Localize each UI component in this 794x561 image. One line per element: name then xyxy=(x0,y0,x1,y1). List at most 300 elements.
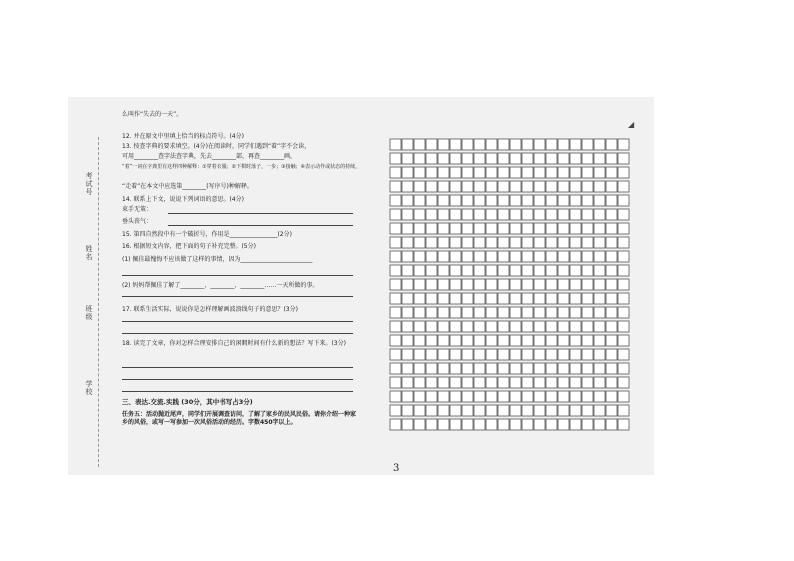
grid-cell[interactable] xyxy=(414,139,425,150)
grid-cell[interactable] xyxy=(438,195,449,206)
grid-cell[interactable] xyxy=(594,391,605,402)
grid-cell[interactable] xyxy=(522,223,533,234)
grid-cell[interactable] xyxy=(534,293,545,304)
grid-cell[interactable] xyxy=(474,377,485,388)
answer-line[interactable] xyxy=(168,213,353,214)
grid-cell[interactable] xyxy=(534,377,545,388)
grid-cell[interactable] xyxy=(486,265,497,276)
grid-cell[interactable] xyxy=(594,265,605,276)
grid-cell[interactable] xyxy=(522,251,533,262)
grid-cell[interactable] xyxy=(498,335,509,346)
grid-cell[interactable] xyxy=(606,405,617,416)
grid-cell[interactable] xyxy=(486,349,497,360)
grid-cell[interactable] xyxy=(414,251,425,262)
grid-cell[interactable] xyxy=(558,209,569,220)
grid-cell[interactable] xyxy=(558,153,569,164)
grid-cell[interactable] xyxy=(438,237,449,248)
grid-cell[interactable] xyxy=(390,209,401,220)
answer-line[interactable] xyxy=(122,321,353,322)
grid-cell[interactable] xyxy=(450,223,461,234)
grid-cell[interactable] xyxy=(570,391,581,402)
grid-cell[interactable] xyxy=(522,419,533,430)
grid-cell[interactable] xyxy=(546,391,557,402)
grid-cell[interactable] xyxy=(522,279,533,290)
grid-cell[interactable] xyxy=(438,377,449,388)
grid-cell[interactable] xyxy=(546,251,557,262)
grid-cell[interactable] xyxy=(438,307,449,318)
grid-cell[interactable] xyxy=(510,223,521,234)
grid-cell[interactable] xyxy=(570,419,581,430)
grid-cell[interactable] xyxy=(618,153,629,164)
grid-cell[interactable] xyxy=(486,167,497,178)
grid-cell[interactable] xyxy=(438,279,449,290)
grid-cell[interactable] xyxy=(426,153,437,164)
grid-cell[interactable] xyxy=(414,293,425,304)
grid-cell[interactable] xyxy=(462,349,473,360)
grid-cell[interactable] xyxy=(558,419,569,430)
grid-cell[interactable] xyxy=(498,251,509,262)
grid-cell[interactable] xyxy=(546,321,557,332)
grid-cell[interactable] xyxy=(486,223,497,234)
grid-cell[interactable] xyxy=(402,209,413,220)
grid-cell[interactable] xyxy=(414,167,425,178)
grid-cell[interactable] xyxy=(570,307,581,318)
grid-cell[interactable] xyxy=(450,265,461,276)
grid-cell[interactable] xyxy=(618,405,629,416)
grid-cell[interactable] xyxy=(570,251,581,262)
answer-line[interactable] xyxy=(122,333,353,334)
grid-cell[interactable] xyxy=(438,251,449,262)
grid-cell[interactable] xyxy=(414,153,425,164)
grid-cell[interactable] xyxy=(534,321,545,332)
grid-cell[interactable] xyxy=(498,405,509,416)
grid-cell[interactable] xyxy=(462,335,473,346)
grid-cell[interactable] xyxy=(570,405,581,416)
grid-cell[interactable] xyxy=(582,223,593,234)
grid-cell[interactable] xyxy=(486,321,497,332)
grid-cell[interactable] xyxy=(534,223,545,234)
grid-cell[interactable] xyxy=(462,209,473,220)
grid-cell[interactable] xyxy=(522,167,533,178)
grid-cell[interactable] xyxy=(618,391,629,402)
grid-cell[interactable] xyxy=(402,405,413,416)
grid-cell[interactable] xyxy=(510,279,521,290)
grid-cell[interactable] xyxy=(498,293,509,304)
grid-cell[interactable] xyxy=(618,377,629,388)
grid-cell[interactable] xyxy=(606,307,617,318)
grid-cell[interactable] xyxy=(426,335,437,346)
grid-cell[interactable] xyxy=(426,195,437,206)
grid-cell[interactable] xyxy=(546,293,557,304)
grid-cell[interactable] xyxy=(390,419,401,430)
grid-cell[interactable] xyxy=(606,265,617,276)
grid-cell[interactable] xyxy=(438,209,449,220)
grid-cell[interactable] xyxy=(606,167,617,178)
grid-cell[interactable] xyxy=(534,265,545,276)
grid-cell[interactable] xyxy=(582,181,593,192)
grid-cell[interactable] xyxy=(474,321,485,332)
composition-grid[interactable] xyxy=(388,137,633,432)
grid-cell[interactable] xyxy=(426,209,437,220)
grid-cell[interactable] xyxy=(570,153,581,164)
grid-cell[interactable] xyxy=(594,349,605,360)
grid-cell[interactable] xyxy=(438,181,449,192)
grid-cell[interactable] xyxy=(522,335,533,346)
grid-cell[interactable] xyxy=(462,237,473,248)
grid-cell[interactable] xyxy=(426,223,437,234)
grid-cell[interactable] xyxy=(390,265,401,276)
grid-cell[interactable] xyxy=(558,293,569,304)
grid-cell[interactable] xyxy=(606,223,617,234)
grid-cell[interactable] xyxy=(426,237,437,248)
answer-line[interactable] xyxy=(122,275,353,276)
grid-cell[interactable] xyxy=(582,195,593,206)
grid-cell[interactable] xyxy=(510,377,521,388)
grid-cell[interactable] xyxy=(510,391,521,402)
grid-cell[interactable] xyxy=(570,321,581,332)
grid-cell[interactable] xyxy=(414,279,425,290)
grid-cell[interactable] xyxy=(402,349,413,360)
grid-cell[interactable] xyxy=(510,181,521,192)
grid-cell[interactable] xyxy=(462,139,473,150)
grid-cell[interactable] xyxy=(558,349,569,360)
grid-cell[interactable] xyxy=(462,167,473,178)
grid-cell[interactable] xyxy=(618,321,629,332)
grid-cell[interactable] xyxy=(606,209,617,220)
grid-cell[interactable] xyxy=(390,321,401,332)
grid-cell[interactable] xyxy=(390,139,401,150)
grid-cell[interactable] xyxy=(570,349,581,360)
grid-cell[interactable] xyxy=(558,251,569,262)
grid-cell[interactable] xyxy=(450,293,461,304)
grid-cell[interactable] xyxy=(462,363,473,374)
grid-cell[interactable] xyxy=(606,195,617,206)
grid-cell[interactable] xyxy=(522,307,533,318)
grid-cell[interactable] xyxy=(450,251,461,262)
grid-cell[interactable] xyxy=(390,223,401,234)
grid-cell[interactable] xyxy=(486,195,497,206)
grid-cell[interactable] xyxy=(450,153,461,164)
grid-cell[interactable] xyxy=(546,377,557,388)
grid-cell[interactable] xyxy=(402,307,413,318)
grid-cell[interactable] xyxy=(462,223,473,234)
grid-cell[interactable] xyxy=(450,335,461,346)
grid-cell[interactable] xyxy=(558,335,569,346)
grid-cell[interactable] xyxy=(582,363,593,374)
grid-cell[interactable] xyxy=(594,293,605,304)
grid-cell[interactable] xyxy=(582,139,593,150)
grid-cell[interactable] xyxy=(390,251,401,262)
grid-cell[interactable] xyxy=(594,335,605,346)
grid-cell[interactable] xyxy=(462,391,473,402)
grid-cell[interactable] xyxy=(498,321,509,332)
grid-cell[interactable] xyxy=(438,405,449,416)
grid-cell[interactable] xyxy=(486,251,497,262)
grid-cell[interactable] xyxy=(402,363,413,374)
grid-cell[interactable] xyxy=(402,139,413,150)
grid-cell[interactable] xyxy=(546,181,557,192)
grid-cell[interactable] xyxy=(402,391,413,402)
grid-cell[interactable] xyxy=(594,419,605,430)
grid-cell[interactable] xyxy=(486,153,497,164)
grid-cell[interactable] xyxy=(558,139,569,150)
grid-cell[interactable] xyxy=(462,195,473,206)
grid-cell[interactable] xyxy=(390,349,401,360)
grid-cell[interactable] xyxy=(582,349,593,360)
grid-cell[interactable] xyxy=(402,279,413,290)
grid-cell[interactable] xyxy=(546,237,557,248)
grid-cell[interactable] xyxy=(510,153,521,164)
grid-cell[interactable] xyxy=(510,139,521,150)
grid-cell[interactable] xyxy=(534,167,545,178)
grid-cell[interactable] xyxy=(402,237,413,248)
grid-cell[interactable] xyxy=(582,209,593,220)
grid-cell[interactable] xyxy=(462,293,473,304)
grid-cell[interactable] xyxy=(522,181,533,192)
grid-cell[interactable] xyxy=(510,251,521,262)
grid-cell[interactable] xyxy=(450,419,461,430)
grid-cell[interactable] xyxy=(546,153,557,164)
grid-cell[interactable] xyxy=(426,251,437,262)
grid-cell[interactable] xyxy=(534,419,545,430)
grid-cell[interactable] xyxy=(498,139,509,150)
grid-cell[interactable] xyxy=(606,139,617,150)
grid-cell[interactable] xyxy=(390,307,401,318)
grid-cell[interactable] xyxy=(486,307,497,318)
grid-cell[interactable] xyxy=(402,251,413,262)
grid-cell[interactable] xyxy=(618,349,629,360)
grid-cell[interactable] xyxy=(426,349,437,360)
grid-cell[interactable] xyxy=(486,181,497,192)
grid-cell[interactable] xyxy=(426,321,437,332)
grid-cell[interactable] xyxy=(546,139,557,150)
grid-cell[interactable] xyxy=(558,321,569,332)
grid-cell[interactable] xyxy=(426,307,437,318)
grid-cell[interactable] xyxy=(450,167,461,178)
grid-cell[interactable] xyxy=(450,181,461,192)
grid-cell[interactable] xyxy=(474,293,485,304)
grid-cell[interactable] xyxy=(594,181,605,192)
grid-cell[interactable] xyxy=(414,363,425,374)
grid-cell[interactable] xyxy=(414,335,425,346)
grid-cell[interactable] xyxy=(486,209,497,220)
grid-cell[interactable] xyxy=(426,377,437,388)
grid-cell[interactable] xyxy=(522,209,533,220)
grid-cell[interactable] xyxy=(426,391,437,402)
grid-cell[interactable] xyxy=(618,209,629,220)
grid-cell[interactable] xyxy=(534,251,545,262)
grid-cell[interactable] xyxy=(438,265,449,276)
grid-cell[interactable] xyxy=(522,391,533,402)
grid-cell[interactable] xyxy=(474,237,485,248)
grid-cell[interactable] xyxy=(594,377,605,388)
grid-cell[interactable] xyxy=(618,237,629,248)
grid-cell[interactable] xyxy=(594,251,605,262)
grid-cell[interactable] xyxy=(618,167,629,178)
grid-cell[interactable] xyxy=(582,237,593,248)
grid-cell[interactable] xyxy=(486,139,497,150)
grid-cell[interactable] xyxy=(606,251,617,262)
grid-cell[interactable] xyxy=(510,195,521,206)
grid-cell[interactable] xyxy=(546,279,557,290)
grid-cell[interactable] xyxy=(426,139,437,150)
grid-cell[interactable] xyxy=(390,377,401,388)
grid-cell[interactable] xyxy=(474,209,485,220)
grid-cell[interactable] xyxy=(534,237,545,248)
grid-cell[interactable] xyxy=(510,419,521,430)
grid-cell[interactable] xyxy=(450,405,461,416)
grid-cell[interactable] xyxy=(606,181,617,192)
grid-cell[interactable] xyxy=(582,153,593,164)
grid-cell[interactable] xyxy=(414,195,425,206)
grid-cell[interactable] xyxy=(546,167,557,178)
grid-cell[interactable] xyxy=(486,377,497,388)
grid-cell[interactable] xyxy=(570,265,581,276)
grid-cell[interactable] xyxy=(570,181,581,192)
grid-cell[interactable] xyxy=(606,153,617,164)
answer-line[interactable] xyxy=(122,296,353,297)
grid-cell[interactable] xyxy=(618,307,629,318)
grid-cell[interactable] xyxy=(474,223,485,234)
grid-cell[interactable] xyxy=(414,223,425,234)
grid-cell[interactable] xyxy=(582,405,593,416)
grid-cell[interactable] xyxy=(582,251,593,262)
grid-cell[interactable] xyxy=(570,363,581,374)
grid-cell[interactable] xyxy=(414,419,425,430)
grid-cell[interactable] xyxy=(462,321,473,332)
grid-cell[interactable] xyxy=(546,349,557,360)
grid-cell[interactable] xyxy=(486,391,497,402)
grid-cell[interactable] xyxy=(450,391,461,402)
grid-cell[interactable] xyxy=(618,265,629,276)
grid-cell[interactable] xyxy=(510,363,521,374)
grid-cell[interactable] xyxy=(486,363,497,374)
grid-cell[interactable] xyxy=(438,153,449,164)
grid-cell[interactable] xyxy=(462,265,473,276)
grid-cell[interactable] xyxy=(486,293,497,304)
grid-cell[interactable] xyxy=(546,265,557,276)
grid-cell[interactable] xyxy=(438,223,449,234)
answer-line[interactable] xyxy=(122,379,353,380)
grid-cell[interactable] xyxy=(438,419,449,430)
grid-cell[interactable] xyxy=(474,363,485,374)
grid-cell[interactable] xyxy=(414,265,425,276)
grid-cell[interactable] xyxy=(498,307,509,318)
grid-cell[interactable] xyxy=(558,265,569,276)
grid-cell[interactable] xyxy=(510,405,521,416)
grid-cell[interactable] xyxy=(474,279,485,290)
grid-cell[interactable] xyxy=(402,321,413,332)
grid-cell[interactable] xyxy=(414,349,425,360)
grid-cell[interactable] xyxy=(498,391,509,402)
grid-cell[interactable] xyxy=(522,377,533,388)
grid-cell[interactable] xyxy=(390,405,401,416)
grid-cell[interactable] xyxy=(498,265,509,276)
grid-cell[interactable] xyxy=(522,405,533,416)
grid-cell[interactable] xyxy=(498,419,509,430)
grid-cell[interactable] xyxy=(594,237,605,248)
grid-cell[interactable] xyxy=(558,195,569,206)
grid-cell[interactable] xyxy=(414,377,425,388)
grid-cell[interactable] xyxy=(618,293,629,304)
grid-cell[interactable] xyxy=(606,363,617,374)
grid-cell[interactable] xyxy=(606,335,617,346)
grid-cell[interactable] xyxy=(390,167,401,178)
grid-cell[interactable] xyxy=(618,363,629,374)
grid-cell[interactable] xyxy=(558,237,569,248)
grid-cell[interactable] xyxy=(474,251,485,262)
grid-cell[interactable] xyxy=(462,181,473,192)
grid-cell[interactable] xyxy=(558,181,569,192)
grid-cell[interactable] xyxy=(582,279,593,290)
grid-cell[interactable] xyxy=(558,405,569,416)
grid-cell[interactable] xyxy=(474,405,485,416)
grid-cell[interactable] xyxy=(546,307,557,318)
grid-cell[interactable] xyxy=(534,209,545,220)
grid-cell[interactable] xyxy=(570,335,581,346)
grid-cell[interactable] xyxy=(486,405,497,416)
grid-cell[interactable] xyxy=(426,265,437,276)
grid-cell[interactable] xyxy=(510,307,521,318)
grid-cell[interactable] xyxy=(414,405,425,416)
grid-cell[interactable] xyxy=(522,293,533,304)
grid-cell[interactable] xyxy=(606,349,617,360)
grid-cell[interactable] xyxy=(414,237,425,248)
grid-cell[interactable] xyxy=(390,153,401,164)
grid-cell[interactable] xyxy=(402,195,413,206)
grid-cell[interactable] xyxy=(498,349,509,360)
grid-cell[interactable] xyxy=(450,321,461,332)
grid-cell[interactable] xyxy=(510,237,521,248)
grid-cell[interactable] xyxy=(582,307,593,318)
grid-cell[interactable] xyxy=(462,377,473,388)
grid-cell[interactable] xyxy=(438,167,449,178)
grid-cell[interactable] xyxy=(438,321,449,332)
grid-cell[interactable] xyxy=(582,391,593,402)
grid-cell[interactable] xyxy=(534,279,545,290)
grid-cell[interactable] xyxy=(474,265,485,276)
grid-cell[interactable] xyxy=(498,279,509,290)
grid-cell[interactable] xyxy=(510,265,521,276)
grid-cell[interactable] xyxy=(522,265,533,276)
grid-cell[interactable] xyxy=(558,223,569,234)
grid-cell[interactable] xyxy=(534,139,545,150)
grid-cell[interactable] xyxy=(450,195,461,206)
grid-cell[interactable] xyxy=(534,405,545,416)
grid-cell[interactable] xyxy=(522,321,533,332)
grid-cell[interactable] xyxy=(594,153,605,164)
grid-cell[interactable] xyxy=(402,223,413,234)
grid-cell[interactable] xyxy=(462,251,473,262)
grid-cell[interactable] xyxy=(546,363,557,374)
grid-cell[interactable] xyxy=(474,153,485,164)
grid-cell[interactable] xyxy=(390,279,401,290)
grid-cell[interactable] xyxy=(582,167,593,178)
grid-cell[interactable] xyxy=(606,279,617,290)
grid-cell[interactable] xyxy=(546,195,557,206)
grid-cell[interactable] xyxy=(522,195,533,206)
grid-cell[interactable] xyxy=(618,223,629,234)
grid-cell[interactable] xyxy=(606,377,617,388)
grid-cell[interactable] xyxy=(450,307,461,318)
grid-cell[interactable] xyxy=(402,335,413,346)
grid-cell[interactable] xyxy=(426,279,437,290)
grid-cell[interactable] xyxy=(582,377,593,388)
grid-cell[interactable] xyxy=(534,307,545,318)
grid-cell[interactable] xyxy=(498,195,509,206)
grid-cell[interactable] xyxy=(474,419,485,430)
grid-cell[interactable] xyxy=(474,167,485,178)
